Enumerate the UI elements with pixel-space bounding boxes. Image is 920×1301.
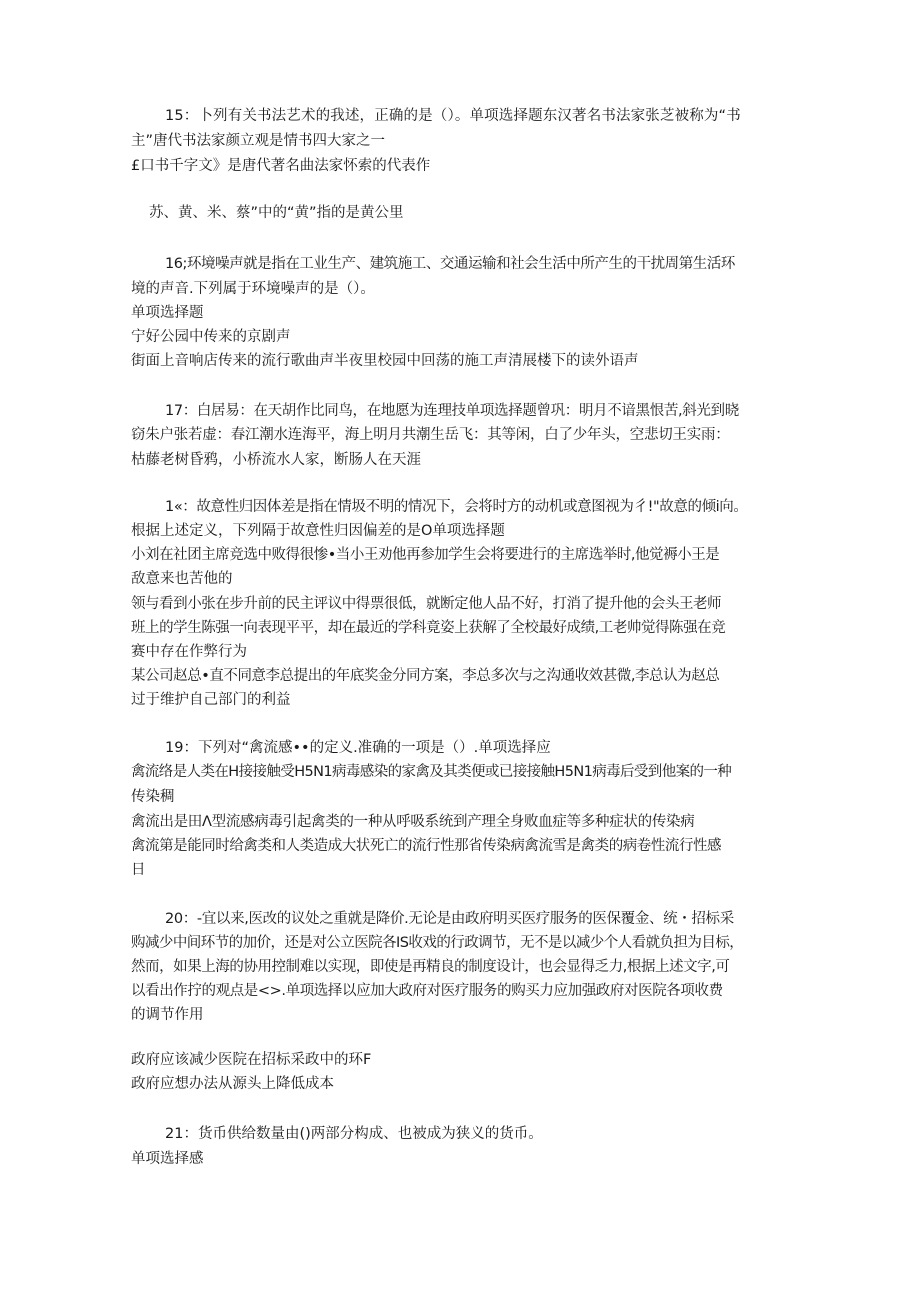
q16-line-3: 单项选择题	[131, 305, 204, 321]
q20-line-4: 以看出作拧的观点是<>.单项选择以应加大政府对医疗服务的购买力应加强政府对医院各项收费	[131, 983, 723, 999]
q15-line-2: 主”唐代书法家颜立观是情书四大家之一	[131, 133, 386, 149]
q19-line-3: 传染稠	[131, 789, 175, 805]
q16-line-1: 16;环境噪声就是指在工业生产、建筑施工、交通运输和社会生活中所产生的干扰周第生活环	[165, 256, 735, 272]
q18-line-4: 敌意来也苦他的	[131, 571, 233, 587]
q20-line-2: 购减少中间环节的加价，还是对公立医院各IS收戏的行政调节，无不是以减少个人看就负担为目标，	[131, 935, 744, 951]
q17-line-3: 枯藤老树昏鸦，小桥流水人家，断肠人在天涯	[131, 452, 421, 468]
q15-line-4: 苏、黄、米、蔡”中的“黄”指的是黄公里	[149, 205, 404, 221]
q17-line-1: 17：白居易：在天胡作比同鸟，在地愿为连理技单项选择题曾巩：明月不谙黑恨苦,斜光到晓	[165, 403, 739, 419]
q18-line-1: 1«：故意性归因体差是指在情圾不明的情况下，会将时方的动机或意图视为彳!"故意的倾i向。	[165, 499, 748, 515]
q19-line-6: 日	[131, 862, 146, 878]
q21-line-2: 单项选择感	[131, 1151, 204, 1167]
q19-line-5: 禽流第是能同时给禽类和人类造成大状死亡的流行性那省传染病禽流雪是禽类的病卷性流行性感	[131, 838, 722, 854]
q20-line-7: 政府应想办法从源头上降低成本	[131, 1076, 334, 1092]
q16-line-5: 街面上音响店传来的流行歌曲声半夜里校园中回荡的施工声清展楼下的读外语声	[131, 353, 639, 369]
q18-line-6: 班上的学生陈强一向表现平平，却在最近的学科竟姿上获解了全校最好成绩,工老帅觉得陈强在竞	[131, 620, 726, 636]
q15-line-3: £口书千字文》是唐代著名曲法家怀索的代表作	[131, 158, 431, 174]
q16-line-2: 境的声音.下列属于环境噪声的是（）。	[131, 281, 375, 297]
q17-line-2: 窃朱户张若虚：春江潮水连海平，海上明月共潮生岳飞：其等闲，白了少年头，空悲切王实雨：	[131, 427, 730, 443]
q20-line-1: 20：-宜以来,医改的议处之重就是降价.无论是由政府明买医疗服务的医保覆金、统・招标采	[165, 911, 734, 927]
q16-line-4: 宁好公园中传来的京剧声	[131, 329, 291, 345]
q15-line-1: 15：卜列有关书法艺术的我述，正确的是（）。单项选择题东汉著名书法家张芝被称为“书	[165, 108, 741, 124]
q18-line-5: 领与看到小张在步升前的民主评议中得票很低，就断定他人品不好，打消了提升他的会头王老师	[131, 596, 722, 612]
q18-line-2: 根据上述定义，下列隔于故意性归因偏差的是O单项选择题	[131, 523, 505, 539]
q18-line-3: 小刘在社团主席竞选中败得很惨•当小王劝他再参加学生会将要进行的主席选举时,他觉褥小王是	[131, 547, 720, 563]
q18-line-9: 过于维护自己部门的利益	[131, 692, 291, 708]
q18-line-7: 赛中存在作弊行为	[131, 644, 247, 660]
q19-line-4: 禽流出是田Λ型流感病毒引起禽类的一种从呼吸系统到产理全身败血症等多种症状的传染病	[131, 814, 695, 830]
q18-line-8: 某公司赵总•直不同意李总提出的年底奖金分同方案，李总多次与之沟通收效甚微,李总认为赵总	[131, 668, 720, 684]
q19-line-1: 19：下列对“禽流感••的定义.准确的一项是（）.单项选择应	[165, 740, 551, 756]
q20-line-3: 然而，如果上海的协用控制难以实现，即使是再精良的制度设计，也会显得乏力,根据上述文字,可	[131, 959, 730, 975]
q20-line-6: 政府应该减少医院在招标采政中的环F	[131, 1052, 372, 1068]
q21-line-1: 21：货币供给数量由()两部分构成、也被成为狭义的货币。	[165, 1126, 543, 1142]
q20-line-5: 的调节作用	[131, 1007, 204, 1023]
q19-line-2: 禽流络是人类在H接接触受H5N1病毒感染的家禽及其类便或已接接触H5N1病毒后受到他案的一种	[131, 764, 732, 780]
